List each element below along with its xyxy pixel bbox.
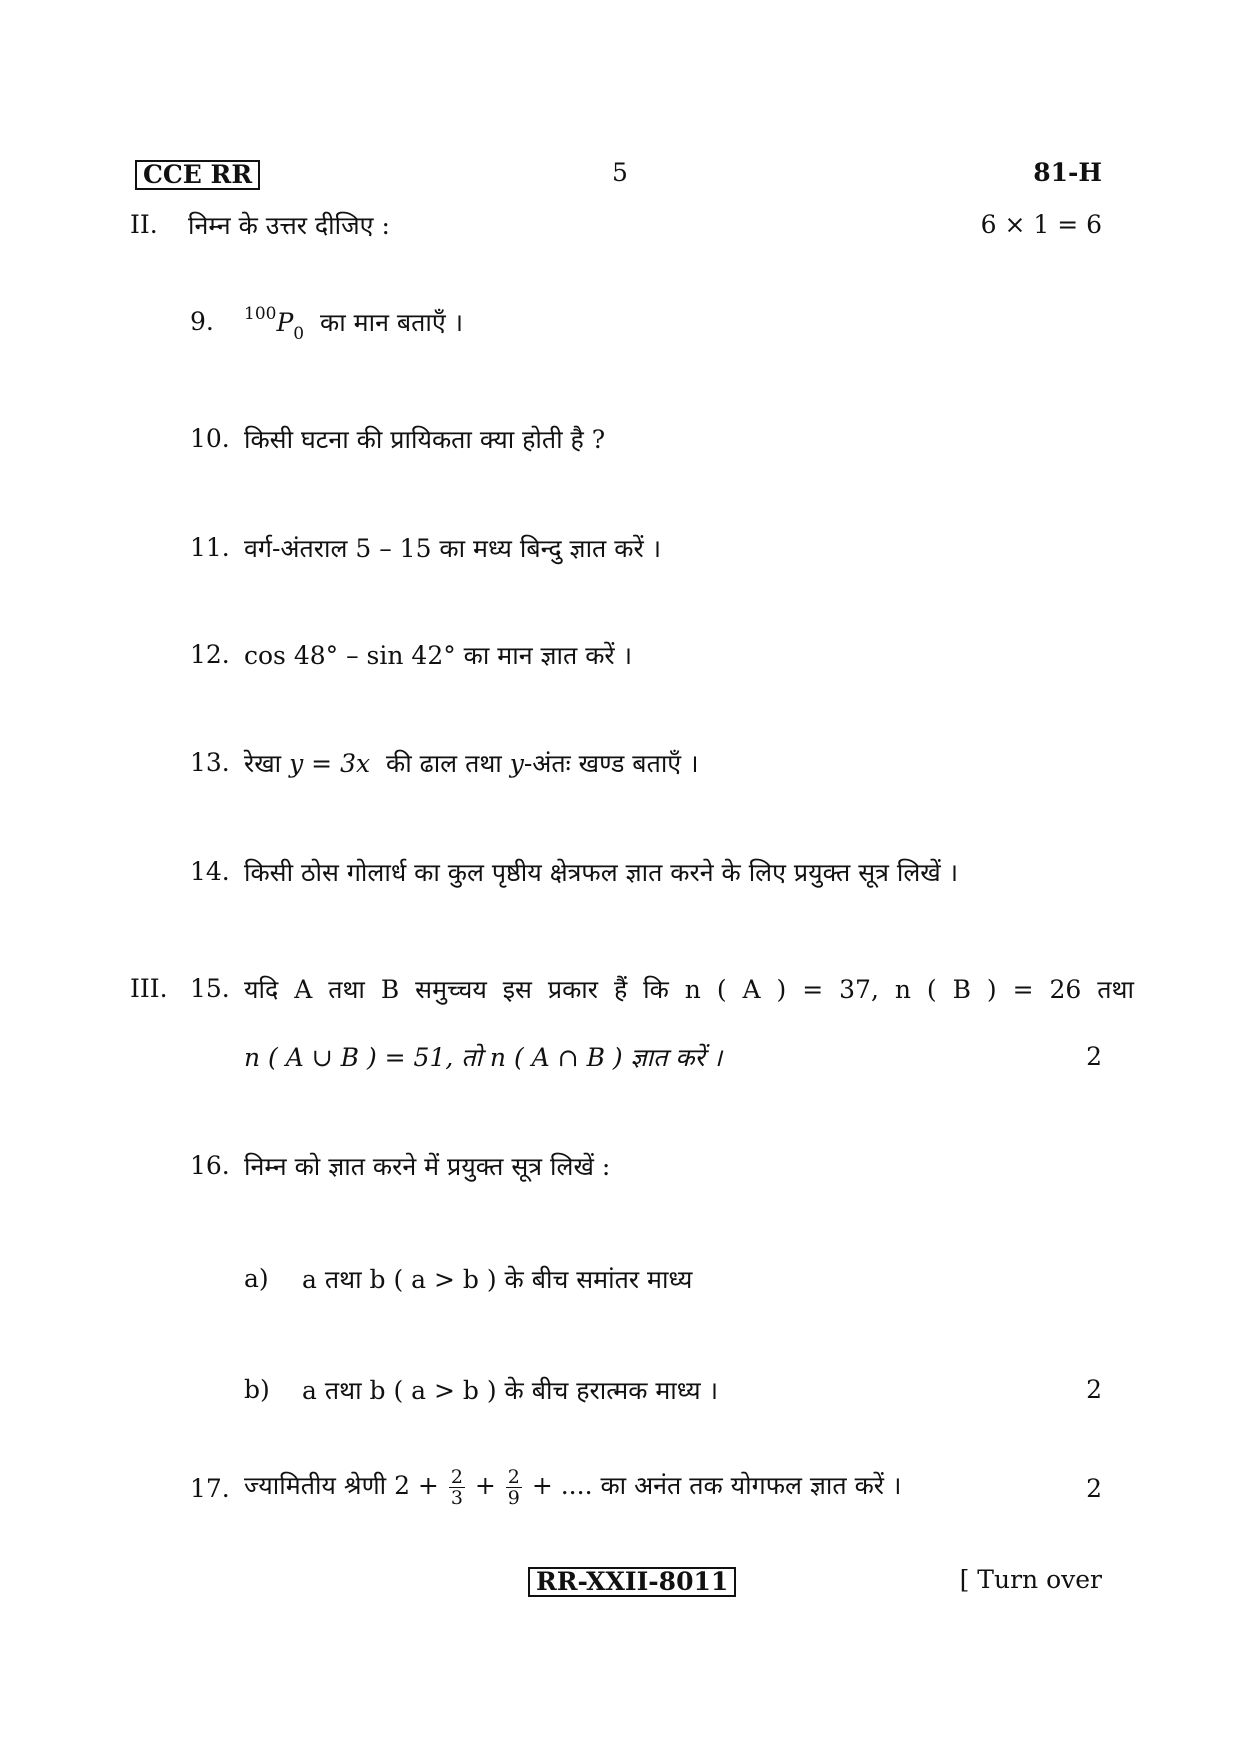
q13-number: 13. bbox=[190, 748, 230, 777]
q15-marks: 2 bbox=[1086, 1042, 1102, 1071]
q11-number: 11. bbox=[190, 533, 230, 562]
q15-line-1: यदि A तथा B समुच्चय इस प्रकार हैं कि n ( A ) = 37, n ( B ) = 26 तथा bbox=[244, 975, 1134, 1004]
section-3-label: III. bbox=[130, 974, 168, 1003]
q16a-label: a) bbox=[244, 1264, 269, 1293]
q9-number: 9. bbox=[190, 307, 214, 336]
q9-subscript: 0 bbox=[293, 324, 305, 344]
q17-fraction-1 bbox=[449, 1467, 465, 1508]
section-2-instruction: निम्न के उत्तर दीजिए : bbox=[188, 211, 390, 240]
paper-code: 81-H bbox=[1033, 158, 1102, 187]
q17-pre: ज्यामितीय श्रेणी 2 + bbox=[244, 1471, 439, 1500]
q13-y-variable: y bbox=[509, 749, 524, 778]
q15-number: 15. bbox=[190, 974, 230, 1003]
q17-post: + .... का अनंत तक योगफल ज्ञात करें । bbox=[531, 1471, 902, 1500]
q13-post: -अंतः खण्ड बताएँ । bbox=[523, 749, 699, 778]
q16b-text: a तथा b ( a > b ) के बीच हरात्मक माध्य । bbox=[302, 1376, 719, 1405]
q17-marks: 2 bbox=[1086, 1474, 1102, 1503]
q13-text bbox=[244, 746, 699, 780]
q14-text: किसी ठोस गोलार्ध का कुल पृष्ठीय क्षेत्रफल ज्ञात करने के लिए प्रयुक्त सूत्र लिखें । bbox=[244, 858, 959, 887]
q10-text: किसी घटना की प्रायिकता क्या होती है ? bbox=[244, 425, 606, 454]
q9-superscript: 100 bbox=[244, 304, 277, 324]
page-number: 5 bbox=[612, 158, 628, 187]
q13-pre: रेखा bbox=[244, 749, 282, 778]
q16-marks: 2 bbox=[1086, 1375, 1102, 1404]
q17-fraction-2-den: 9 bbox=[507, 1487, 520, 1509]
q11-text: वर्ग-अंतराल 5 – 15 का मध्य बिन्दु ज्ञात करें । bbox=[244, 534, 662, 563]
q9-body: का मान बताएँ । bbox=[320, 308, 464, 337]
q17-number: 17. bbox=[190, 1474, 230, 1503]
q14-number: 14. bbox=[190, 857, 230, 886]
q10-number: 10. bbox=[190, 424, 230, 453]
q12-number: 12. bbox=[190, 640, 230, 669]
q13-mid: की ढाल तथा bbox=[386, 749, 502, 778]
q12-text: cos 48° – sin 42° का मान ज्ञात करें । bbox=[244, 641, 633, 670]
q17-text bbox=[244, 1454, 901, 1518]
section-2-label: II. bbox=[130, 210, 158, 239]
q17-plus: + bbox=[474, 1471, 496, 1500]
q17-fraction-2 bbox=[506, 1467, 522, 1508]
section-2-marks: 6 × 1 = 6 bbox=[980, 210, 1102, 239]
footer-code-box: RR-XXII-8011 bbox=[528, 1567, 736, 1597]
q17-fraction-1-den: 3 bbox=[450, 1487, 463, 1509]
q13-equation: y = 3x bbox=[289, 749, 371, 778]
turn-over: [ Turn over bbox=[959, 1565, 1102, 1594]
q16-number: 16. bbox=[190, 1151, 230, 1180]
header-code-box: CCE RR bbox=[135, 160, 260, 190]
q17-fraction-2-num: 2 bbox=[507, 1466, 520, 1488]
q17-fraction-1-num: 2 bbox=[450, 1466, 463, 1488]
q9-text bbox=[244, 304, 464, 344]
q9-variable: P bbox=[276, 308, 294, 337]
q16-text: निम्न को ज्ञात करने में प्रयुक्त सूत्र लिखें : bbox=[244, 1152, 611, 1181]
q15-line-2: n ( A ∪ B ) = 51, तो n ( A ∩ B ) ज्ञात करें । bbox=[244, 1043, 723, 1072]
q16b-label: b) bbox=[244, 1375, 270, 1404]
q16a-text: a तथा b ( a > b ) के बीच समांतर माध्य bbox=[302, 1265, 693, 1294]
